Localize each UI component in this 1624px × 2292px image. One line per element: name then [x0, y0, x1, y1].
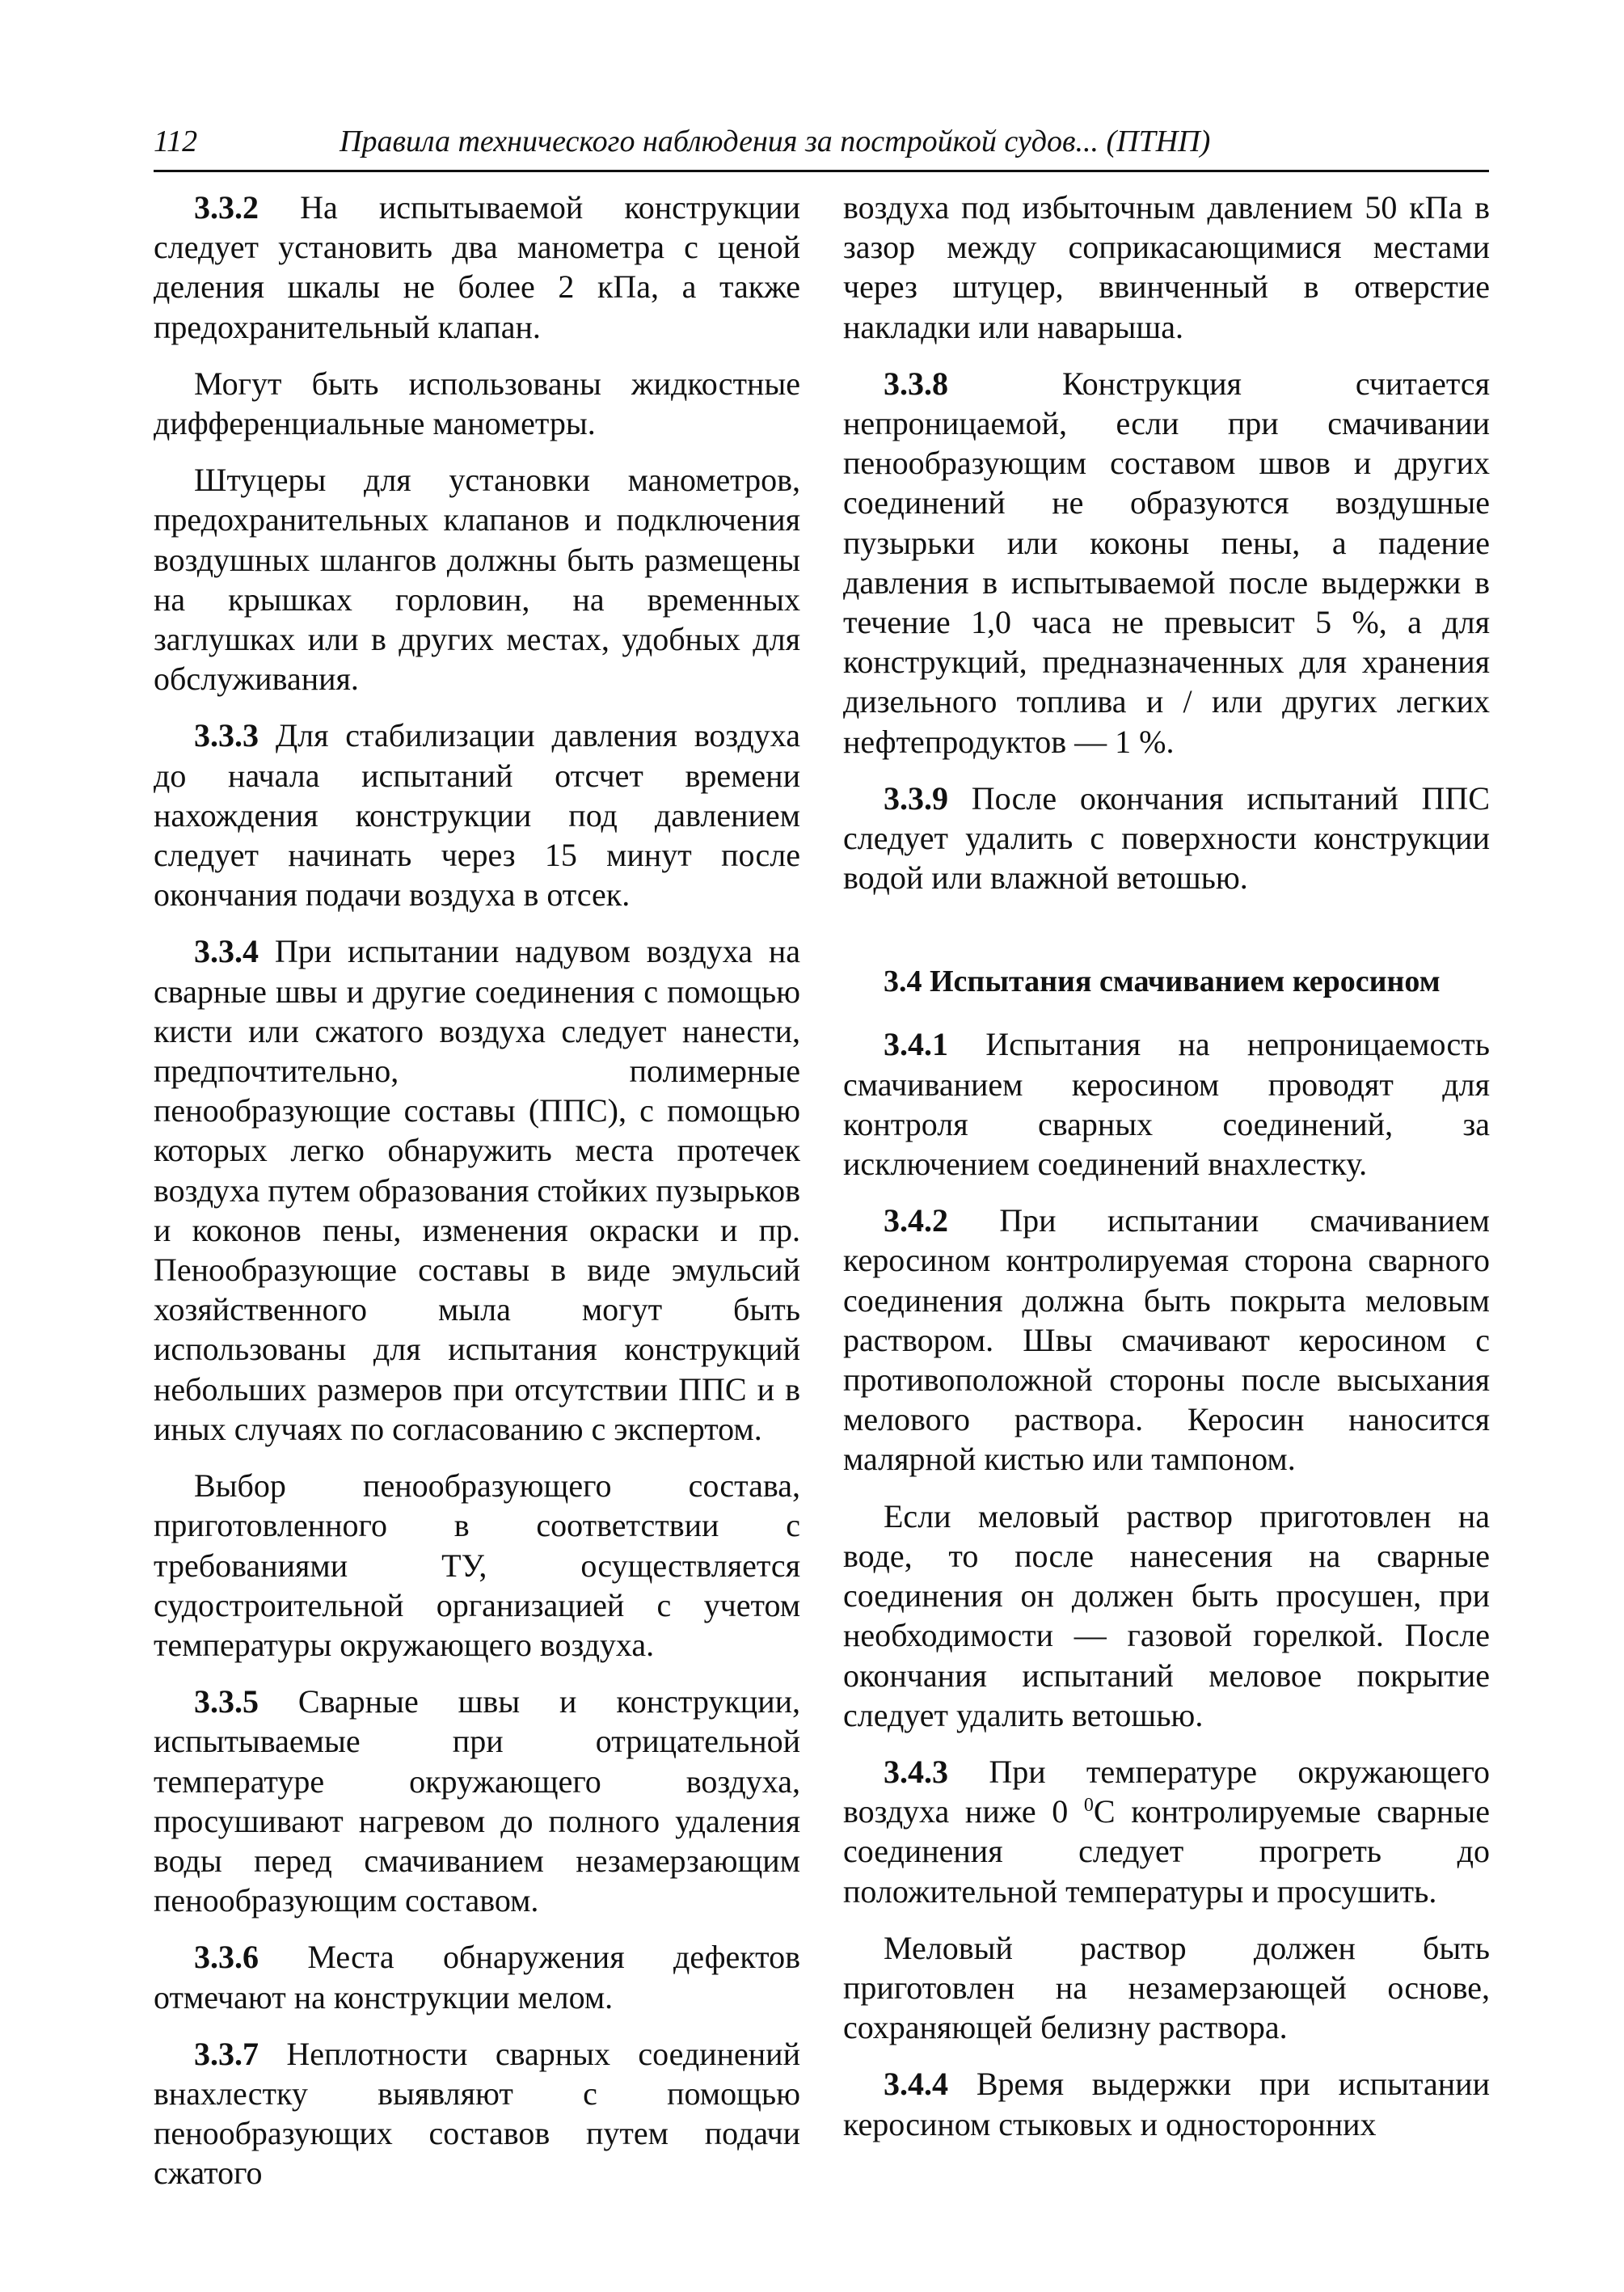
right-column: [843, 188, 1490, 2161]
clause-number: 3.3.6: [194, 1939, 259, 1976]
paragraph-3-4-2: [843, 1201, 1490, 1479]
paragraph-text: После окончания испытаний ППС следует удалить с поверхности конструкции водой или влажной ветошью.: [843, 779, 1490, 897]
running-title: Правила технического наблюдения за постройкой судов... (ПТНП): [340, 125, 1211, 158]
clause-number: 3.3.8: [884, 365, 948, 402]
clause-number: 3.3.3: [194, 717, 259, 754]
section-heading: 3.4 Испытания смачиванием керосином: [884, 964, 1441, 999]
left-column: [154, 188, 800, 2210]
paragraph-3-3-4: [154, 931, 800, 1449]
paragraph-text: Неплотности сварных соединений внахлестку выявляют с помощью пенообразующих составов путем подачи сжатого: [154, 2035, 800, 2192]
paragraph-continued: [843, 188, 1490, 347]
paragraph-text: При испытании надувом воздуха на сварные швы и другие соединения с помощью кисти или сжатого воздуха следует нанести, предпочтительно, полимерные пенообразующие составы (ППС), с помощью которых легко обнаружить места протечек воздуха путем образования стойких пузырьков и коконов пены, изменения окраски и пр. Пенообразующие составы в виде эмульсий хозяйственного мыла могут быть использованы для испытания конструкций небольших размеров при отсутствии ППС и в иных случаях по согласованию с экспертом.: [154, 933, 800, 1447]
clause-number: 3.4.4: [884, 2066, 948, 2103]
clause-number: 3.3.9: [884, 779, 948, 817]
paragraph-3-4-4: [843, 2064, 1490, 2143]
clause-number: 3.4.2: [884, 1202, 948, 1239]
clause-number: 3.3.2: [194, 189, 259, 226]
paragraph-3-3-9: [843, 779, 1490, 898]
clause-number: 3.3.4: [194, 933, 259, 970]
paragraph: [154, 364, 800, 443]
paragraph-text: На испытываемой конструкции следует установить два манометра с ценой деления шкалы не более 2 кПа, а также предохранительный клапан.: [154, 189, 800, 345]
paragraph: [154, 460, 800, 699]
paragraph: [843, 1928, 1490, 2048]
running-header: [154, 121, 1487, 170]
paragraph: [154, 1466, 800, 1665]
paragraph-text: Штуцеры для установки манометров, предохранительных клапанов и подключения воздушных шлангов должны быть размещены на крышках горловин, на временных заглушках или в других местах, удобных для обслуживания.: [154, 462, 800, 698]
paragraph-3-4-3: [843, 1752, 1490, 1911]
paragraph-3-3-5: [154, 1682, 800, 1920]
paragraph-text: Меловый раствор должен быть приготовлен на незамерзающей основе, сохраняющей белизну раствора.: [843, 1929, 1490, 2046]
paragraph-text: При температуре окружающего воздуха ниже 0: [843, 1753, 1490, 1830]
paragraph-text: Места обнаружения дефектов отмечают на конструкции мелом.: [154, 1939, 800, 2016]
degree-superscript: 0: [1083, 1795, 1094, 1817]
paragraph-3-3-8: [843, 364, 1490, 762]
paragraph-text: Выбор пенообразующего состава, приготовленного в соответствии с требованиями ТУ, осуществляется судостроительной организацией с учетом температуры окружающего воздуха.: [154, 1467, 800, 1663]
paragraph-text: Для стабилизации давления воздуха до начала испытаний отсчет времени нахождения конструкции под давлением следует начинать через 15 минут после окончания подачи воздуха в отсек.: [154, 717, 800, 914]
paragraph-text: При испытании смачиванием керосином контролируемая сторона сварного соединения должна быть покрыта меловым раствором. Швы смачивают керосином с противоположной стороны после высыхания мелового раствора. Керосин наносится малярной кистью или тампоном.: [843, 1202, 1490, 1478]
paragraph-text: Если меловый раствор приготовлен на воде, то после нанесения на сварные соединения он должен быть просушен, при необходимости — газовой горелкой. После окончания испытаний меловое покрытие следует удалить ветошью.: [843, 1497, 1490, 1733]
paragraph-3-3-2: [154, 188, 800, 347]
paragraph-text: С контролируемые сварные соединения следует прогреть до положительной температуры и просушить.: [843, 1793, 1490, 1910]
paragraph-text: воздуха под избыточным давлением 50 кПа в зазор между соприкасающимися местами через штуцер, ввинченный в отверстие накладки или наварыша.: [843, 189, 1490, 345]
page-number: 112: [154, 125, 198, 158]
clause-number: 3.3.5: [194, 1683, 259, 1720]
clause-number: 3.4.3: [884, 1753, 948, 1790]
paragraph-3-4-1: [843, 1024, 1490, 1184]
paragraph-3-3-7: [154, 2034, 800, 2193]
clause-number: 3.3.7: [194, 2035, 259, 2072]
paragraph-text: Время выдержки при испытании керосином стыковых и односторонних: [843, 2066, 1490, 2142]
paragraph-text: Сварные швы и конструкции, испытываемые при отрицательной температуре окружающего воздуха, просушивают нагревом до полного удаления воды перед смачиванием незамерзающим пенообразующим составом.: [154, 1683, 800, 1919]
paragraph-3-3-3: [154, 715, 800, 914]
header-rule: [154, 170, 1489, 172]
paragraph-3-3-6: [154, 1937, 800, 2016]
paragraph-text: Конструкция считается непроницаемой, если при смачивании пенообразующим составом швов и других соединений не образуются воздушные пузырьки или коконы пены, а падение давления в испытываемой после выдержки в течение 1,0 часа не превысит 5 %, а для конструкций, предназначенных для хранения дизельного топлива и / или других легких нефтепродуктов — 1 %.: [843, 365, 1490, 760]
paragraph: [843, 1496, 1490, 1735]
paragraph-text: Испытания на непроницаемость смачиванием керосином проводят для контроля сварных соединений, за исключением соединений внахлестку.: [843, 1026, 1490, 1183]
paragraph-text: Могут быть использованы жидкостные дифференциальные манометры.: [154, 365, 800, 442]
clause-number: 3.4.1: [884, 1026, 948, 1063]
